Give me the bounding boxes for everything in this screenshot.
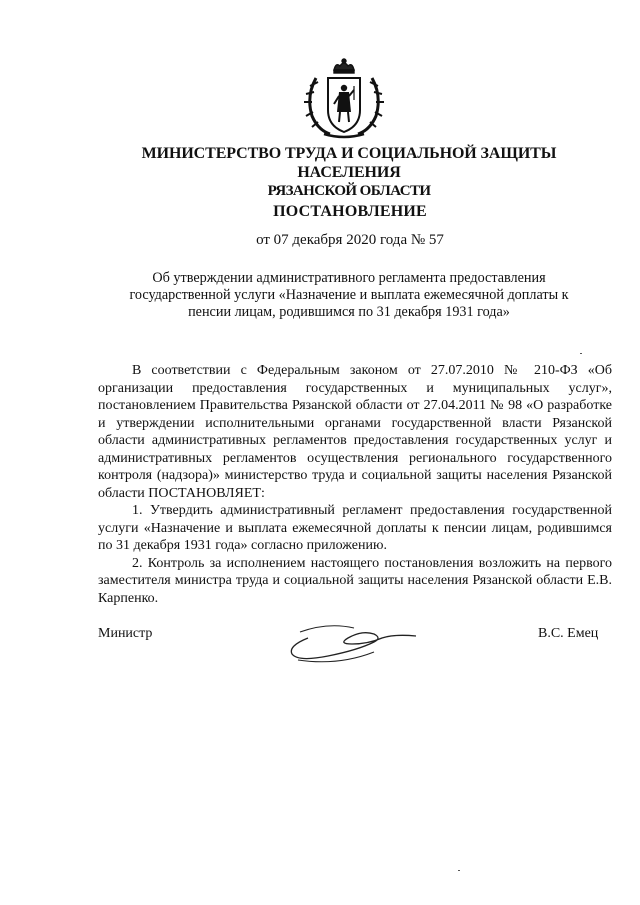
ministry-name-line1: МИНИСТЕРСТВО ТРУДА И СОЦИАЛЬНОЙ ЗАЩИТЫ НАСЕЛЕНИЯ bbox=[141, 145, 557, 181]
body-paragraph-approve: 1. Утвердить административный регламент предоставления государственной услуги «Назначение и выплата ежемесячной доплаты к пенсии лицам, родившимся по 31 декабря 1931 года» согласно приложению. bbox=[98, 503, 612, 553]
document-type: ПОСТАНОВЛЕНИЕ bbox=[273, 203, 427, 220]
coat-of-arms-icon bbox=[296, 56, 392, 140]
body-paragraph-control: 2. Контроль за исполнением настоящего постановления возложить на первого заместителя министра труда и социальной защиты населения Рязанской области Е.В. Карпенко. bbox=[98, 555, 612, 606]
document-subject: Об утверждении административного регламента предоставления государственной услуги «Назначение и выплата ежемесячной доплаты к пенсии лицам, родившимся по 31 декабря 1931 года» bbox=[129, 270, 569, 320]
scan-speck bbox=[458, 870, 460, 871]
body-paragraph-preamble: В соответствии с Федеральным законом от 27.07.2010 № 210-ФЗ «Об организации предоставления государственных и муниципальных услуг», постановлением Правительства Рязанской области от 27.04.2011 № 98 «О разработке и утверждении исполнительными органами государственной власти Рязанской области административных регламентов предоставления государственных услуг и административных регламентов осуществления регионального государственного контроля (надзора)» министерство труда и социальной защиты населения Рязанской области ПОСТАНОВЛЯЕТ: bbox=[98, 363, 612, 501]
scan-speck bbox=[580, 353, 582, 354]
document-date-number: от 07 декабря 2020 года № 57 bbox=[256, 232, 444, 248]
signatory-position: Министр bbox=[98, 626, 153, 641]
signatory-name: В.С. Емец bbox=[538, 626, 599, 641]
document-body bbox=[98, 362, 612, 607]
ministry-name bbox=[90, 144, 608, 201]
handwritten-signature-icon bbox=[278, 616, 418, 666]
ministry-name-line2: РЯЗАНСКОЙ ОБЛАСТИ bbox=[267, 183, 431, 199]
